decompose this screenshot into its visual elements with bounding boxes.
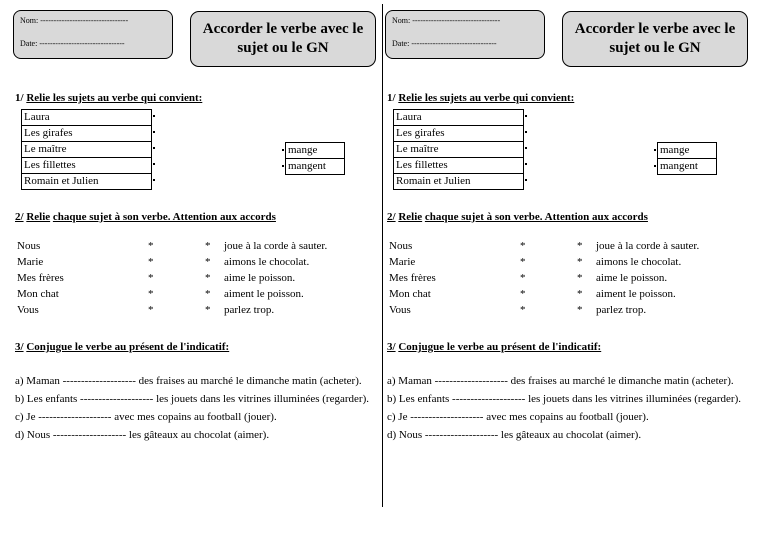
worksheet-title: Accorder le verbe avec le sujet ou le GN: [562, 11, 748, 67]
section1-heading: [387, 92, 574, 104]
section1-title: Relie les sujets au verbe qui convient:: [26, 92, 203, 104]
section3-title: Conjugue le verbe au présent de l'indicatif:: [26, 341, 230, 353]
link-dot: [153, 179, 155, 181]
verb-cell: mange: [657, 142, 717, 158]
link-dot: [153, 163, 155, 165]
exercise-list: [387, 374, 749, 446]
link-dot: [153, 115, 155, 117]
subject-cell: Laura: [21, 109, 152, 125]
section2-title-rest: chaque sujet à son verbe. Attention aux accords: [52, 211, 276, 223]
section2-title-relie: Relie: [26, 211, 51, 223]
section1-number: 1/: [15, 92, 24, 104]
pair-row: Mes frères * * aime le poisson.: [389, 272, 668, 284]
verb-cell: mangent: [285, 158, 345, 175]
worksheet-copy-right: [385, 0, 755, 543]
subject-table: [393, 109, 524, 190]
section2-number: 2/: [15, 211, 24, 223]
subject-table: [21, 109, 152, 190]
section3-number: 3/: [15, 341, 24, 353]
subject-cell: Les girafes: [393, 125, 524, 141]
subject-cell: Romain et Julien: [393, 173, 524, 190]
section2-title-relie: Relie: [398, 211, 423, 223]
exercise-item: a) Maman -------------------- des fraises au marché le dimanche matin (acheter).: [15, 375, 362, 387]
subject-cell: Le maître: [393, 141, 524, 157]
section3-title: Conjugue le verbe au présent de l'indicatif:: [398, 341, 602, 353]
pair-row: Vous * * parlez trop.: [389, 304, 647, 316]
pair-row: Nous * * joue à la corde à sauter.: [389, 240, 700, 252]
pair-row: Marie * * aimons le chocolat.: [389, 256, 682, 268]
link-dot: [654, 165, 656, 167]
pair-row: Vous * * parlez trop.: [17, 304, 275, 316]
section2-heading: [387, 211, 648, 223]
exercise-item: c) Je -------------------- avec mes copains au football (jouer).: [15, 411, 277, 423]
name-date-box: [13, 10, 173, 59]
link-dot: [525, 179, 527, 181]
exercise-item: c) Je -------------------- avec mes copains au football (jouer).: [387, 411, 649, 423]
link-dot: [282, 165, 284, 167]
link-dot: [525, 163, 527, 165]
link-dot: [525, 115, 527, 117]
section3-heading: [15, 341, 229, 353]
link-dot: [153, 147, 155, 149]
section2-title-rest: chaque sujet à son verbe. Attention aux accords: [424, 211, 648, 223]
section1-heading: [15, 92, 202, 104]
date-field: Date: --------------------------------: [392, 39, 497, 48]
pair-row: Mes frères * * aime le poisson.: [17, 272, 296, 284]
name-date-box: [385, 10, 545, 59]
worksheet-title: Accorder le verbe avec le sujet ou le GN: [190, 11, 376, 67]
pair-list: [389, 238, 749, 318]
verb-table: [285, 142, 345, 175]
exercise-item: d) Nous -------------------- les gâteaux au chocolat (aimer).: [387, 429, 642, 441]
worksheet-copy-left: [13, 0, 383, 543]
pair-row: Mon chat * * aiment le poisson.: [389, 288, 676, 300]
exercise-item: b) Les enfants -------------------- les jouets dans les vitrines illuminées (regarder).: [387, 393, 741, 405]
verb-cell: mangent: [657, 158, 717, 175]
name-field: Nom: ---------------------------------: [392, 16, 501, 25]
link-dot: [153, 131, 155, 133]
section2-heading: [15, 211, 276, 223]
subject-cell: Laura: [393, 109, 524, 125]
exercise-item: b) Les enfants -------------------- les jouets dans les vitrines illuminées (regarder).: [15, 393, 369, 405]
name-field: Nom: ---------------------------------: [20, 16, 129, 25]
link-dot: [654, 149, 656, 151]
section1-title: Relie les sujets au verbe qui convient:: [398, 92, 575, 104]
exercise-list: [15, 374, 377, 446]
subject-cell: Le maître: [21, 141, 152, 157]
date-field: Date: --------------------------------: [20, 39, 125, 48]
link-dot: [282, 149, 284, 151]
subject-cell: Les girafes: [21, 125, 152, 141]
pair-row: Mon chat * * aiment le poisson.: [17, 288, 304, 300]
section1-number: 1/: [387, 92, 396, 104]
subject-cell: Romain et Julien: [21, 173, 152, 190]
verb-cell: mange: [285, 142, 345, 158]
subject-cell: Les fillettes: [21, 157, 152, 173]
exercise-item: d) Nous -------------------- les gâteaux au chocolat (aimer).: [15, 429, 270, 441]
verb-table: [657, 142, 717, 175]
pair-row: Nous * * joue à la corde à sauter.: [17, 240, 328, 252]
link-dot: [525, 147, 527, 149]
pair-row: Marie * * aimons le chocolat.: [17, 256, 310, 268]
subject-cell: Les fillettes: [393, 157, 524, 173]
section3-heading: [387, 341, 601, 353]
pair-list: [17, 238, 377, 318]
section3-number: 3/: [387, 341, 396, 353]
link-dot: [525, 131, 527, 133]
exercise-item: a) Maman -------------------- des fraises au marché le dimanche matin (acheter).: [387, 375, 734, 387]
section2-number: 2/: [387, 211, 396, 223]
